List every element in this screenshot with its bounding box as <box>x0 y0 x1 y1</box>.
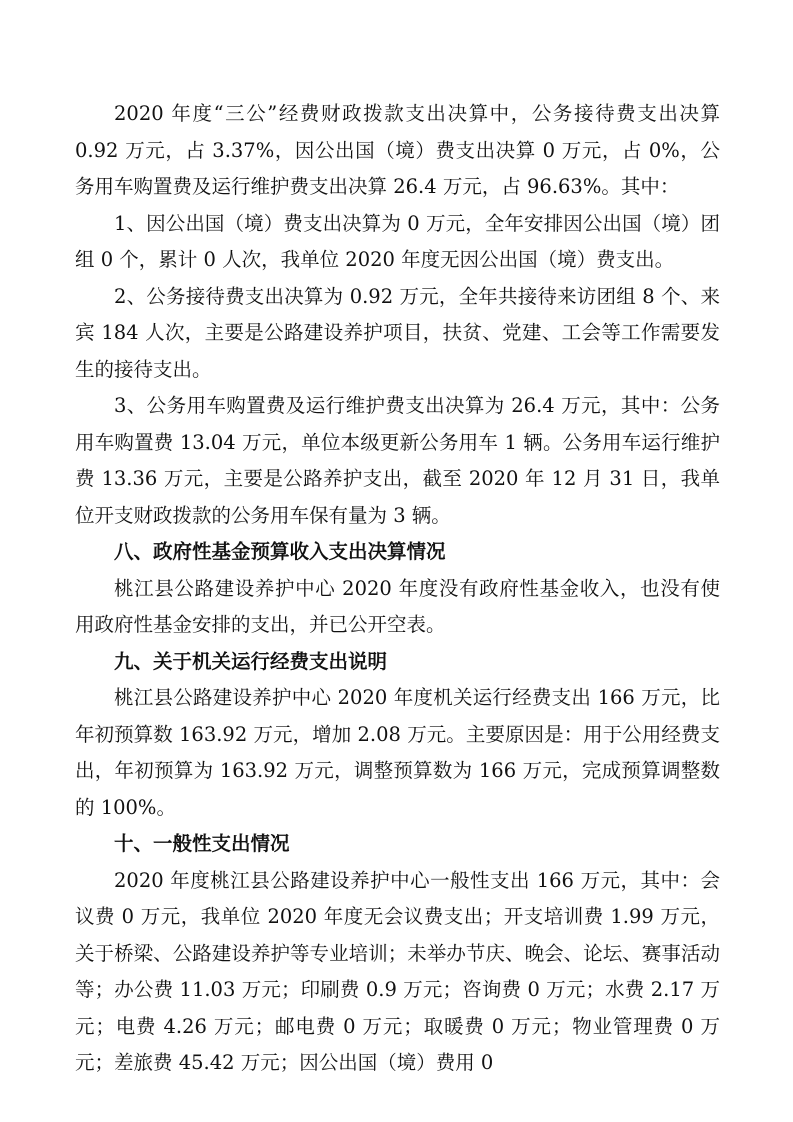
paragraph-overseas-travel: 1、因公出国（境）费支出决算为 0 万元，全年安排因公出国（境）团组 0 个，累计 0 人次，我单位 2020 年度无因公出国（境）费支出。 <box>75 211 720 271</box>
paragraph-sangong-summary: 2020 年度“三公”经费财政拨款支出决算中，公务接待费支出决算 0.92 万元，占 3.37%，因公出国（境）费支出决算 0 万元，占 0%，公务用车购置费及运行维护费支出决算 26.4 万元，占 96.63%。其中： <box>75 102 720 198</box>
paragraph-operating-expenses: 桃江县公路建设养护中心 2020 年度机关运行经费支出 166 万元，比年初预算数 163.92 万元，增加 2.08 万元。主要原因是：用于公用经费支出，年初预算为 163.92 万元，调整预算数为 166 万元，完成预算调整数的 100%。 <box>75 686 720 819</box>
document-page <box>75 96 720 1082</box>
paragraph-official-vehicles: 3、公务用车购置费及运行维护费支出决算为 26.4 万元，其中：公务用车购置费 13.04 万元，单位本级更新公务用车 1 辆。公务用车运行维护费 13.36 万元，主要是公路养护支出，截至 2020 年 12 月 31 日，我单位开支财政拨款的公务用车保有量为 3 辆。 <box>75 394 720 527</box>
section-heading-general-expenditure: 十、一般性支出情况 <box>114 832 290 855</box>
paragraph-government-fund: 桃江县公路建设养护中心 2020 年度没有政府性基金收入，也没有使用政府性基金安排的支出，并已公开空表。 <box>75 576 720 636</box>
section-heading-operating-expenses: 九、关于机关运行经费支出说明 <box>114 649 388 673</box>
paragraph-general-expenditure: 2020 年度桃江县公路建设养护中心一般性支出 166 万元，其中：会议费 0 万元，我单位 2020 年度无会议费支出；开支培训费 1.99 万元，关于桥梁、公路建设养护等专业培训；未举办节庆、晚会、论坛、赛事活动等；办公费 11.03 万元；印刷费 0.9 万元；咨询费 0 万元；水费 2.17 万元；电费 4.26 万元；邮电费 0 万元；取暖费 0 万元；物业管理费 0 万元；差旅费 45.42 万元；因公出国（境）费用 0 <box>75 868 720 1074</box>
section-heading-government-fund: 八、政府性基金预算收入支出决算情况 <box>114 540 446 563</box>
paragraph-reception: 2、公务接待费支出决算为 0.92 万元，全年共接待来访团组 8 个、来宾 184 人次，主要是公路建设养护项目，扶贫、党建、工会等工作需要发生的接待支出。 <box>75 284 720 381</box>
